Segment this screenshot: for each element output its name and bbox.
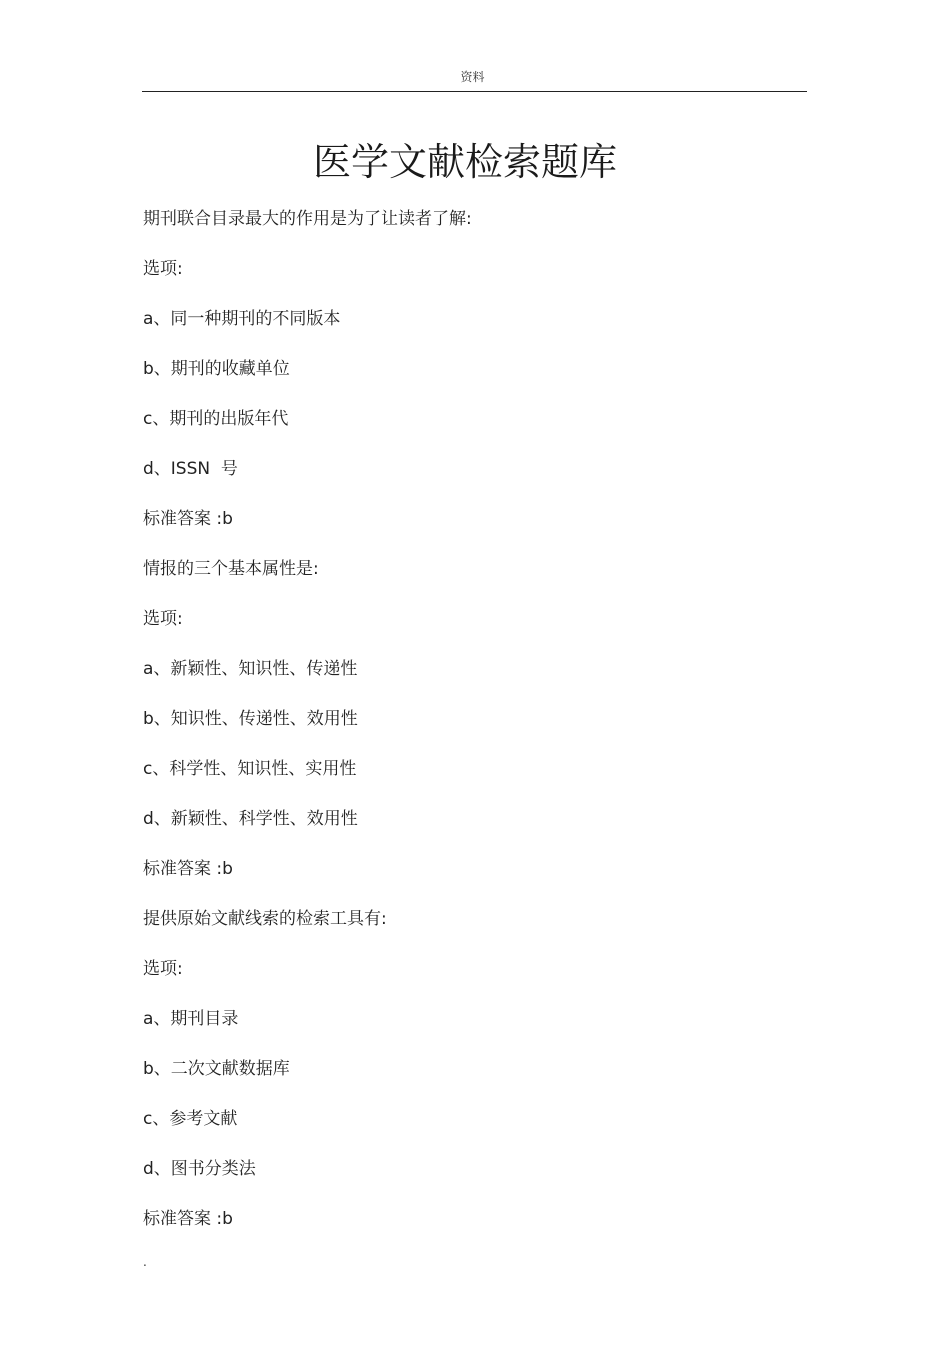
option-d: d、图书分类法 xyxy=(143,1159,256,1179)
option-c: c、参考文献 xyxy=(143,1109,238,1129)
options-label: 选项: xyxy=(143,609,183,629)
option-c: c、科学性、知识性、实用性 xyxy=(143,759,357,779)
question-2 xyxy=(143,554,803,904)
question-stem: 情报的三个基本属性是: xyxy=(143,559,319,579)
option-c: c、期刊的出版年代 xyxy=(143,409,289,429)
options-label: 选项: xyxy=(143,959,183,979)
question-3 xyxy=(143,904,803,1254)
option-a: a、新颖性、知识性、传递性 xyxy=(143,659,358,679)
question-1 xyxy=(143,204,803,554)
question-stem: 提供原始文献线索的检索工具有: xyxy=(143,909,387,929)
option-d: d、新颖性、科学性、效用性 xyxy=(143,809,358,829)
page-header-label: 资料 xyxy=(460,70,485,84)
options-label: 选项: xyxy=(143,259,183,279)
standard-answer: 标准答案 :b xyxy=(143,859,233,879)
document-title: 医学文献检索题库 xyxy=(312,140,617,184)
header-divider xyxy=(142,91,807,92)
option-a: a、期刊目录 xyxy=(143,1009,239,1029)
standard-answer: 标准答案 :b xyxy=(143,1209,233,1229)
option-b: b、二次文献数据库 xyxy=(143,1059,290,1079)
option-a: a、同一种期刊的不同版本 xyxy=(143,309,341,329)
footer-mark: . xyxy=(143,1255,147,1269)
option-b: b、期刊的收藏单位 xyxy=(143,359,290,379)
standard-answer: 标准答案 :b xyxy=(143,509,233,529)
question-list xyxy=(143,204,803,1254)
option-b: b、知识性、传递性、效用性 xyxy=(143,709,358,729)
option-d: d、ISSN 号 xyxy=(143,459,238,479)
question-stem: 期刊联合目录最大的作用是为了让读者了解: xyxy=(143,209,472,229)
